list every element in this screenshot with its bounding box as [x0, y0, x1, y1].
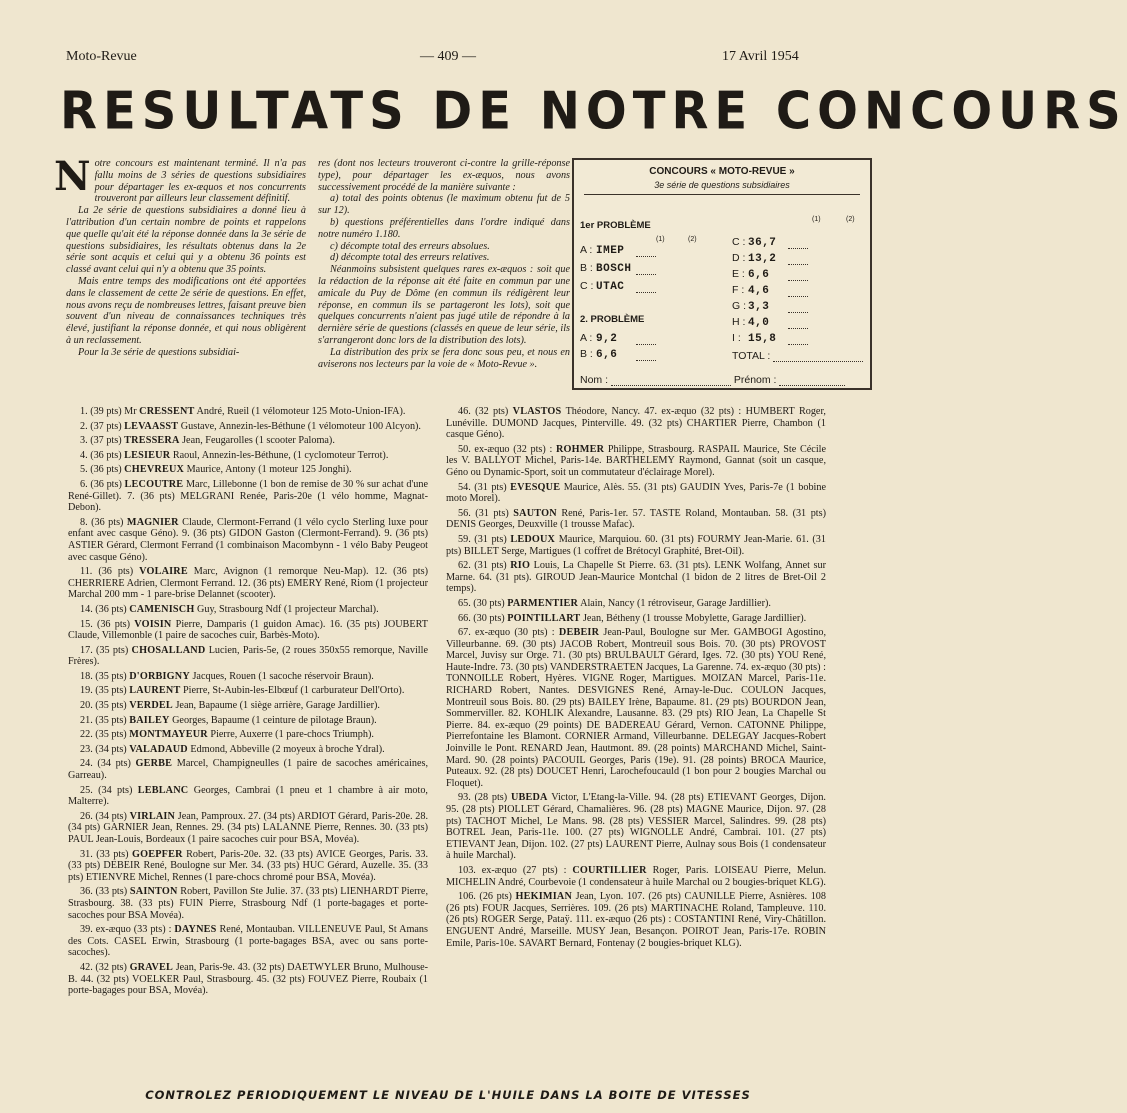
result-surname: MAGNIER [126, 516, 179, 528]
coupon-row-value: 9,2 [596, 333, 618, 345]
result-rank: 25. (34 pts) [80, 784, 138, 796]
result-rank: 11. (36 pts) [80, 566, 140, 578]
result-details: Maurice, Alès. 55. (31 pts) GAUDIN Yves, Paris-7e (1 bobine moto Morel). [446, 481, 826, 505]
intro-text: Pour la 3e série de questions subsidiai- [78, 346, 240, 358]
result-surname: CHEVREUX [124, 464, 185, 476]
result-entry [68, 758, 428, 781]
intro-paragraph: res (dont nos lecteurs trouveront ci-contre la grille-réponse type), pour départager les ex-æquos, nous avons successivement procédé de la manière suivante : [318, 158, 570, 193]
coupon-title: CONCOURS « MOTO-REVUE » [649, 166, 795, 177]
result-entry [68, 450, 428, 462]
result-entry [68, 685, 428, 697]
result-rank: 54. (31 pts) [458, 481, 511, 493]
result-details: Gustave, Annezin-les-Béthune (1 vélomoteur 100 Alcyon). [178, 420, 421, 432]
coupon-row [580, 262, 656, 275]
coupon-row [580, 244, 656, 257]
result-entry [446, 482, 826, 505]
result-surname: CAMENISCH [129, 603, 195, 615]
coupon-row-value: 6,6 [748, 269, 770, 281]
coupon-row-label: C : [580, 280, 594, 292]
answer-grid-coupon [572, 158, 872, 390]
name-row [580, 374, 845, 386]
coupon-row-value: UTAC [596, 281, 625, 293]
coupon-row-dots [788, 303, 808, 313]
result-surname: TRESSERA [124, 435, 180, 447]
result-rank: 19. (35 pts) [80, 685, 130, 697]
coupon-row [580, 348, 656, 361]
coupon-row-value: 3,3 [748, 301, 770, 313]
result-entry [446, 792, 826, 862]
result-rank: 62. (31 pts) [458, 560, 511, 572]
result-details: Pierre, Auxerre (1 pare-chocs Triumph). [207, 729, 374, 741]
result-details: René, Paris-1er. 57. TASTE Roland, Montauban. 58. (31 pts) DENIS Georges, Deuxville (1 trousse Mafac). [446, 507, 826, 531]
result-surname: LEBLANC [137, 784, 189, 796]
page-title: RESULTATS DE NOTRE CONCOURS [60, 81, 1127, 142]
result-details: Roger, Paris. LOISEAU Pierre, Melun. MICHELIN André, Courbevoie (1 condensateur à huile Marchal ou 2 bougies-briquet KLG). [446, 864, 826, 888]
result-details: Georges, Cambrai (1 pneu et 1 chambre à air moto, Malterre). [68, 784, 428, 808]
results-column-right [446, 406, 826, 952]
result-entry [68, 671, 428, 683]
result-surname: RIO [510, 560, 531, 572]
result-rank: 15. (36 pts) [80, 618, 135, 630]
intro-text: otre concours est maintenant terminé. Il n'a pas fallu moins de 3 séries de questions subsidiaires pour départager les ex-æquos et nos concurrents trouveront par ailleurs leur classement définitif. [94, 158, 306, 205]
page-number: — 409 — [420, 49, 476, 64]
col-mark-1-right: (1) [812, 216, 821, 223]
result-entry [446, 627, 826, 789]
intro-paragraph [66, 347, 306, 359]
total-row [732, 350, 863, 362]
coupon-row-label: F : [732, 284, 745, 296]
result-details: Jean, Bétheny (1 trousse Mobylette, Garage Jardillier). [580, 612, 807, 624]
result-rank: 42. (32 pts) [80, 961, 130, 973]
result-rank: 2. (37 pts) [80, 420, 125, 432]
total-field [773, 352, 863, 362]
intro-column-1 [54, 153, 306, 359]
intro-paragraph: c) décompte total des erreurs absolues. [330, 240, 490, 252]
coupon-row-label: I : [732, 332, 741, 344]
result-details: Jean, Bapaume (1 siège arrière, Garage Jardillier). [172, 700, 380, 712]
result-surname: LEDOUX [510, 533, 556, 545]
intro-paragraph [66, 205, 306, 276]
result-surname: VERDEL [129, 700, 173, 712]
result-surname: D'ORBIGNY [129, 670, 190, 682]
result-surname: GERBE [135, 758, 173, 770]
result-surname: EVESQUE [510, 481, 561, 493]
result-rank: 26. (34 pts) [80, 810, 130, 822]
result-entry [446, 508, 826, 531]
result-entry [68, 604, 428, 616]
prenom-label: Prénom : [733, 374, 777, 386]
coupon-row [732, 252, 808, 265]
result-entry [68, 421, 428, 433]
result-entry [446, 613, 826, 625]
result-entry [68, 645, 428, 668]
result-surname: ROHMER [555, 443, 605, 455]
result-details: Georges, Bapaume (1 ceinture de pilotage Braun). [169, 714, 377, 726]
coupon-row-dots [636, 335, 656, 345]
result-details: Alain, Nancy (1 rétroviseur, Garage Jardillier). [578, 597, 771, 609]
result-rank: 1. (39 pts) Mr [80, 406, 140, 417]
coupon-row-value: 15,8 [748, 333, 777, 345]
result-rank: 24. (34 pts) [80, 758, 136, 770]
result-surname: LAURENT [129, 685, 181, 697]
result-details: Edmond, Abbeville (2 moyeux à broche Ydral). [187, 743, 385, 755]
coupon-row-dots [636, 265, 656, 275]
coupon-row-label: D : [732, 252, 746, 264]
coupon-row-dots [636, 247, 656, 257]
result-details: Robert, Pavillon Ste Julie. 37. (33 pts) LIENHARDT Pierre, Strasbourg. 38. (33 pts) FUIN Pierre, Strasbourg Ndf (1 porte-bagages et porte-sacoches pour BSA Movéa). [68, 886, 428, 921]
result-surname: CHOSALLAND [131, 644, 206, 656]
intro-text: Mais entre temps des modifications ont été apportées dans le classement de cette 2e série de questions. En effet, nous avons reçu de nombreuses lettres, faisant preuve bien souvent d'un niveau de connaissances techniques très élevé, justifiant la réponse donnée, et qui nous obligèrent à un reclassement. [66, 275, 306, 346]
result-rank: 22. (35 pts) [80, 729, 130, 741]
result-entry [68, 962, 428, 997]
result-entry [446, 560, 826, 595]
intro-paragraph [66, 276, 306, 347]
result-details: Robert, Paris-20e. 32. (33 pts) AVICE Georges, Paris. 33. (33 pts) DEBEIR René, Boulogne sur Mer. 34. (33 pts) HUC Gérard, Auzelle. 35. (33 pts) ETIENVRE Michel, Rennes (1 pare-chocs chromé pour BSA, Movéa). [68, 848, 428, 883]
result-details: Marc, Avignon (1 remorque Neu-Map). 12. (36 pts) CHERRIERE Adrien, Clermont Ferrand. 12. (36 pts) EMERY René, Riom (1 projecteur Marchal 200 mm - 1 pare-brise Delannet (scooter). [68, 566, 428, 601]
coupon-row-label: E : [732, 268, 745, 280]
result-details: Théodore, Nancy. 47. ex-æquo (32 pts) : HUMBERT Roger, Lunéville. DUMOND Jacques, Pinterville. 49. (32 pts) CHARTIER Pierre, Chambon (1 casque Géno). [446, 406, 826, 441]
result-surname: LEVAASST [124, 420, 179, 432]
result-details: Maurice, Marquiou. 60. (31 pts) FOURMY Jean-Marie. 61. (31 pts) BILLET Serge, Martigues (1 coffret de Brétocyl Graphité, Bret-Oil). [446, 533, 826, 557]
nom-label: Nom : [580, 374, 609, 386]
result-details: Jean, Lyon. 107. (26 pts) CAUNILLE Pierre, Asnières. 108 (26 pts) FOUR Jacques, Serrières. 109. (26 pts) MARTINACHE Roland, Tampleuve. 110. (26 pts) ROGER Serge, Pataÿ. 111. ex-æquo (26 pts) : COSTANTINI René, Viry-Châtillon. ENGUENT André, Marseille. MUSY Jean, Besançon. POIROT Jean, Paris-17e. ROBIN Emile, Paris-10e. SAVART Bernard, Fontenay (2 bougies-briquet KLG). [446, 891, 826, 949]
results-column-left [68, 406, 428, 1000]
coupon-row [732, 268, 808, 281]
result-entry [68, 744, 428, 756]
col-mark-2-right: (2) [846, 216, 855, 223]
result-rank: 103. ex-æquo (27 pts) : [458, 864, 573, 876]
result-surname: LESIEUR [124, 449, 171, 461]
result-surname: VLASTOS [512, 406, 562, 417]
intro-paragraph: a) total des points obtenus (le maximum obtenu fut de 5 sur 12). [318, 193, 570, 217]
coupon-row-value: 6,6 [596, 349, 618, 361]
result-rank: 106. (26 pts) [458, 891, 516, 903]
result-entry [68, 435, 428, 447]
result-surname: VOISIN [134, 618, 172, 630]
result-entry [68, 849, 428, 884]
result-details: Marcel, Champigneulles (1 paire de sacoches américaines, Garreau). [68, 758, 428, 782]
result-details: René, Montauban. VILLENEUVE Paul, St Amans des Cots. CASEL Erwin, Strasbourg (1 porte-bagages BSA, avec ou sans porte-sacoches). [68, 924, 428, 959]
result-rank: 18. (35 pts) [80, 670, 130, 682]
result-rank: 65. (30 pts) [458, 597, 508, 609]
result-entry [68, 729, 428, 741]
coupon-row [732, 316, 808, 329]
intro-paragraph: d) décompte total des erreurs relatives. [330, 252, 490, 264]
result-entry [68, 479, 428, 514]
result-rank: 20. (35 pts) [80, 700, 130, 712]
result-surname: SAUTON [513, 507, 557, 519]
result-surname: VALADAUD [129, 743, 188, 755]
issue-date: 17 Avril 1954 [722, 49, 799, 64]
result-surname: LECOUTRE [124, 478, 184, 490]
problem-1-heading: 1er PROBLÈME [580, 220, 651, 231]
result-details: Jean, Paris-9e. 43. (32 pts) DAETWYLER Bruno, Mulhouse-B. 44. (32 pts) VOELKER Paul, Strasbourg. 45. (32 pts) FOUVEZ Pierre, Roubaix (1 porte-bagages pour BSA, Movéa). [68, 961, 428, 997]
result-details: Maurice, Antony (1 moteur 125 Jonghi). [184, 464, 352, 476]
result-entry [68, 811, 428, 846]
result-surname: CRESSENT [139, 406, 195, 417]
coupon-row-label: H : [732, 316, 746, 328]
result-details: Louis, La Chapelle St Pierre. 63. (31 pts). LENK Wolfang, Annet sur Marne. 64. (31 pts). GIROUD Jean-Maurice Montchal (1 bidon de 2 litres de Bret-Oil 2 temps). [446, 560, 826, 595]
result-details: Guy, Strasbourg Ndf (1 projecteur Marchal). [194, 603, 379, 615]
result-surname: PARMENTIER [507, 597, 579, 609]
result-details: Jean, Feugarolles (1 scooter Paloma). [179, 435, 335, 447]
intro-paragraph [54, 153, 306, 205]
result-surname: SAINTON [129, 886, 178, 898]
coupon-row [580, 332, 656, 345]
result-surname: DAYNES [174, 924, 217, 936]
intro-paragraph: La distribution des prix se fera donc sous peu, et nous en aviserons nos lecteurs par la voie de « Moto-Revue ». [318, 346, 570, 370]
result-entry [68, 566, 428, 601]
result-rank: 17. (35 pts) [80, 644, 132, 656]
result-rank: 4. (36 pts) [80, 449, 125, 461]
result-entry [68, 517, 428, 563]
coupon-row-dots [788, 239, 808, 249]
result-rank: 31. (33 pts) [80, 848, 133, 860]
result-details: André, Rueil (1 vélomoteur 125 Moto-Union-IFA). [194, 406, 406, 417]
result-surname: VOLAIRE [139, 566, 188, 578]
result-rank: 3. (37 pts) [80, 435, 125, 447]
result-details: Pierre, St-Aubin-les-Elbœuf (1 carburateur Dell'Orto). [180, 685, 405, 697]
result-entry [446, 598, 826, 610]
result-rank: 59. (31 pts) [458, 533, 511, 545]
nom-field [611, 376, 731, 386]
result-details: Claude, Clermont-Ferrand (1 vélo cyclo Sterling luxe pour enfant avec casque Géno). 9. (36 pts) GIDON Gaston (Clermont-Ferrand). 9. (36 pts) ASTIER Gérard, Clermont Ferrand (1 combinaison Macombynn - 1 vélo Baby Peugeot avec casque Géno). [68, 516, 428, 563]
result-entry [446, 406, 826, 441]
coupon-row-label: G : [732, 300, 747, 312]
drop-cap: N [54, 153, 91, 200]
coupon-row-label: B : [580, 348, 593, 360]
result-rank: 50. ex-æquo (32 pts) : [458, 443, 556, 455]
result-details: Marc, Lillebonne (1 bon de remise de 30 % sur achat d'une René-Gillet). 7. (36 pts) MELGRANI Renée, Paris-20e (1 vélo homme, Magnat-Debon). [68, 478, 428, 514]
coupon-row-value: IMEP [596, 245, 625, 257]
coupon-row-value: 36,7 [748, 237, 777, 249]
coupon-divider [584, 194, 860, 195]
coupon-row-dots [788, 335, 808, 345]
col-mark-2: (2) [688, 236, 697, 243]
result-details: Jean, Pamproux. 27. (34 pts) ARDIOT Gérard, Paris-20e. 28. (34 pts) GARNIER Jean, Rennes. 29. (34 pts) LALANNE Pierre, Rennes. 30. (33 pts) PAUL Jean-Louis, Bordeaux (1 paire sacoches cuir pour BSA, Movéa). [68, 810, 428, 845]
result-surname: UBEDA [510, 792, 548, 804]
result-rank: 6. (36 pts) [80, 478, 125, 490]
result-details: Raoul, Annezin-les-Béthune, (1 cyclomoteur Terrot). [170, 449, 389, 461]
coupon-row-value: BOSCH [596, 263, 632, 275]
result-rank: 46. (32 pts) [458, 406, 513, 417]
result-rank: 67. ex-æquo (30 pts) : [458, 627, 559, 639]
footer-notice: CONTROLEZ PERIODIQUEMENT LE NIVEAU DE L'HUILE DANS LA BOITE DE VITESSES [145, 1088, 751, 1102]
result-surname: HEKIMIAN [515, 891, 573, 903]
result-details: Pierre, Damparis (1 guidon Amac). 16. (35 pts) JOUBERT Claude, Villemonble (1 paire de sacoches cuir, Barbès-Moto). [68, 618, 428, 642]
coupon-row-label: C : [732, 236, 746, 248]
result-rank: 23. (34 pts) [80, 743, 130, 755]
result-entry [68, 700, 428, 712]
coupon-row-dots [788, 287, 808, 297]
result-rank: 5. (36 pts) [80, 464, 125, 476]
coupon-row [732, 284, 808, 297]
result-surname: GRAVEL [129, 961, 174, 973]
coupon-row [732, 332, 808, 345]
result-entry [68, 464, 428, 476]
result-entry [68, 619, 428, 642]
coupon-row-value: 4,6 [748, 285, 770, 297]
coupon-row-dots [636, 283, 656, 293]
total-label: TOTAL : [732, 350, 771, 362]
result-entry [446, 444, 826, 479]
result-entry [68, 886, 428, 921]
coupon-row [732, 236, 808, 249]
result-rank: 39. ex-æquo (33 pts) : [80, 924, 175, 936]
problem-2-heading: 2. PROBLÈME [580, 314, 645, 325]
intro-text: La 2e série de questions subsidiaires a donné lieu à l'attribution d'un certain nombre de points et rappelons que quelle qu'ait été la réponse donnée dans la 3e série de questions subsidiaires, les résultats obtenus dans la 2e série sont acquis et celui qui y a obtenu 36 points est classé avant celui qui n'y a obtenu que 35 points. [66, 205, 306, 276]
result-rank: 93. (28 pts) [458, 792, 511, 804]
result-surname: BAILEY [129, 714, 170, 726]
result-entry [446, 891, 826, 949]
coupon-row-value: 4,0 [748, 317, 770, 329]
result-entry [68, 924, 428, 959]
intro-column-2 [318, 158, 570, 370]
result-rank: 66. (30 pts) [458, 612, 508, 624]
result-surname: POINTILLART [507, 612, 581, 624]
coupon-row-value: 13,2 [748, 253, 777, 265]
result-rank: 14. (36 pts) [80, 603, 130, 615]
result-surname: VIRLAIN [129, 810, 176, 822]
result-details: Victor, L'Etang-la-Ville. 94. (28 pts) ETIEVANT Georges, Dijon. 95. (28 pts) PIOLLET Gérard, Chamalières. 96. (28 pts) MAGNE Maurice, Dijon. 97. (28 pts) TACHOT Michel, Le Mans. 98. (28 pts) VESSIER Marcel, Salindres. 99. (28 pts) BOTREL Jean, Paris-11e. 100. (27 pts) WIGNOLLE André, Cambrai. 101. (27 pts) ETIEVANT Jean, Dijon. 102. (27 pts) LAURENT Pierre, Aulnay sous Bois (1 condensateur à huile Marchal). [446, 792, 826, 862]
result-entry [68, 406, 428, 418]
col-mark-1: (1) [656, 236, 665, 243]
coupon-row-label: A : [580, 244, 593, 256]
result-details: Jacques, Rouen (1 sacoche réservoir Braun). [189, 670, 374, 682]
coupon-row-label: B : [580, 262, 593, 274]
coupon-row-dots [788, 271, 808, 281]
coupon-row-label: A : [580, 332, 593, 344]
result-details: Lucien, Paris-5e, (2 roues 350x55 remorque, Naville Frères). [68, 644, 428, 668]
result-entry [68, 715, 428, 727]
result-rank: 36. (33 pts) [80, 886, 130, 898]
prenom-field [779, 376, 845, 386]
result-entry [446, 534, 826, 557]
result-rank: 8. (36 pts) [80, 516, 127, 528]
result-details: Philippe, Strasbourg. RASPAIL Maurice, Ste Cécile les V. BALLYOT Michel, Paris-14e. BARTHELEMY Raymond, Gannat (soit un casque, Géno ou Dynamic-Sport, soit un commutateur d'éclairage Morel). [446, 443, 827, 478]
result-surname: COURTILLIER [572, 864, 647, 876]
result-rank: 21. (35 pts) [80, 714, 130, 726]
publication-name: Moto-Revue [66, 49, 137, 64]
result-surname: DEBEIR [558, 627, 600, 639]
intro-paragraph: Néanmoins subsistent quelques rares ex-æquos : soit que la rédaction de la réponse ait été faite en commun par une amicale du Puy de Dôme (en commun ils rédigèrent leur réponse, en commun ils se partageront les lots), soit que quelques concurrents n'aient pas jugé utile de répondre à la dernière série de questions (classés en queue de leur série, ils s'arrangeront donc lors de la distribution des lots). [318, 264, 570, 346]
coupon-row [580, 280, 656, 293]
result-surname: MONTMAYEUR [129, 729, 208, 741]
coupon-subtitle: 3e série de questions subsidiaires [654, 180, 790, 190]
result-details: Jean-Paul, Boulogne sur Mer. GAMBOGI Agostino, Villeurbanne. 69. (30 pts) JACOB Robert, Montreuil sous Bois. 70. (30 pts) PROVOST Marcel, Juvisy sur Orge. 71. (30 pts) BRULBAULT Gérard, Iges. 72. (30 pts) YOU René, Haute-Indre. 73. (30 pts) VANDERSTRAETEN Jacques, La Garenne. 74. ex-æquo (30 pts) : TONNOILLE Robert, Hyères. VIGNE Roger, Martigues. MOIZAN Marcel, Paris-11e. RICHARD Robert, Nantes. DESVIGNES René, Arnay-le-Duc. COULON Jacques, Montreuil sous Bois. 80. (29 pts) BAILEY Irène, Bapaume. 81. (29 pts) BOURDON Jean, Sommerviller. 82. KOHLIK Alexandre, Lausanne. 83. (29 pts) RIO Jean, La Chapelle St Pierre. 84. ex-æquo (29 points) DE BADEREAU Gérard, Vernon. CATONNE Philippe, Pierrefontaine les Blamont. CORNIER Armand, Villeurbanne. DELEGAY Jacques-Robert Joinville le Pont. RENARD Jean, Hautmont. 89. (28 points) MARCHAND Michel, Saint-Mard. 90. (28 points) PACOUIL Georges, Paris (19e). 91. (28 points) BROCA Maurice, Puteaux. 92. (28 pts) DOUCET Henri, Larochefoucauld (1 bon pour 2 bougies Marchal ou Floquet). [446, 627, 826, 789]
intro-paragraph: b) questions préférentielles dans l'ordre indiqué dans notre numéro 1.180. [318, 216, 570, 240]
result-surname: GOEPFER [132, 848, 183, 860]
coupon-row-dots [788, 319, 808, 329]
coupon-row-dots [788, 255, 808, 265]
coupon-row [732, 300, 808, 313]
result-entry [68, 785, 428, 808]
result-rank: 56. (31 pts) [458, 507, 514, 519]
coupon-row-dots [636, 351, 656, 361]
result-entry [446, 865, 826, 888]
